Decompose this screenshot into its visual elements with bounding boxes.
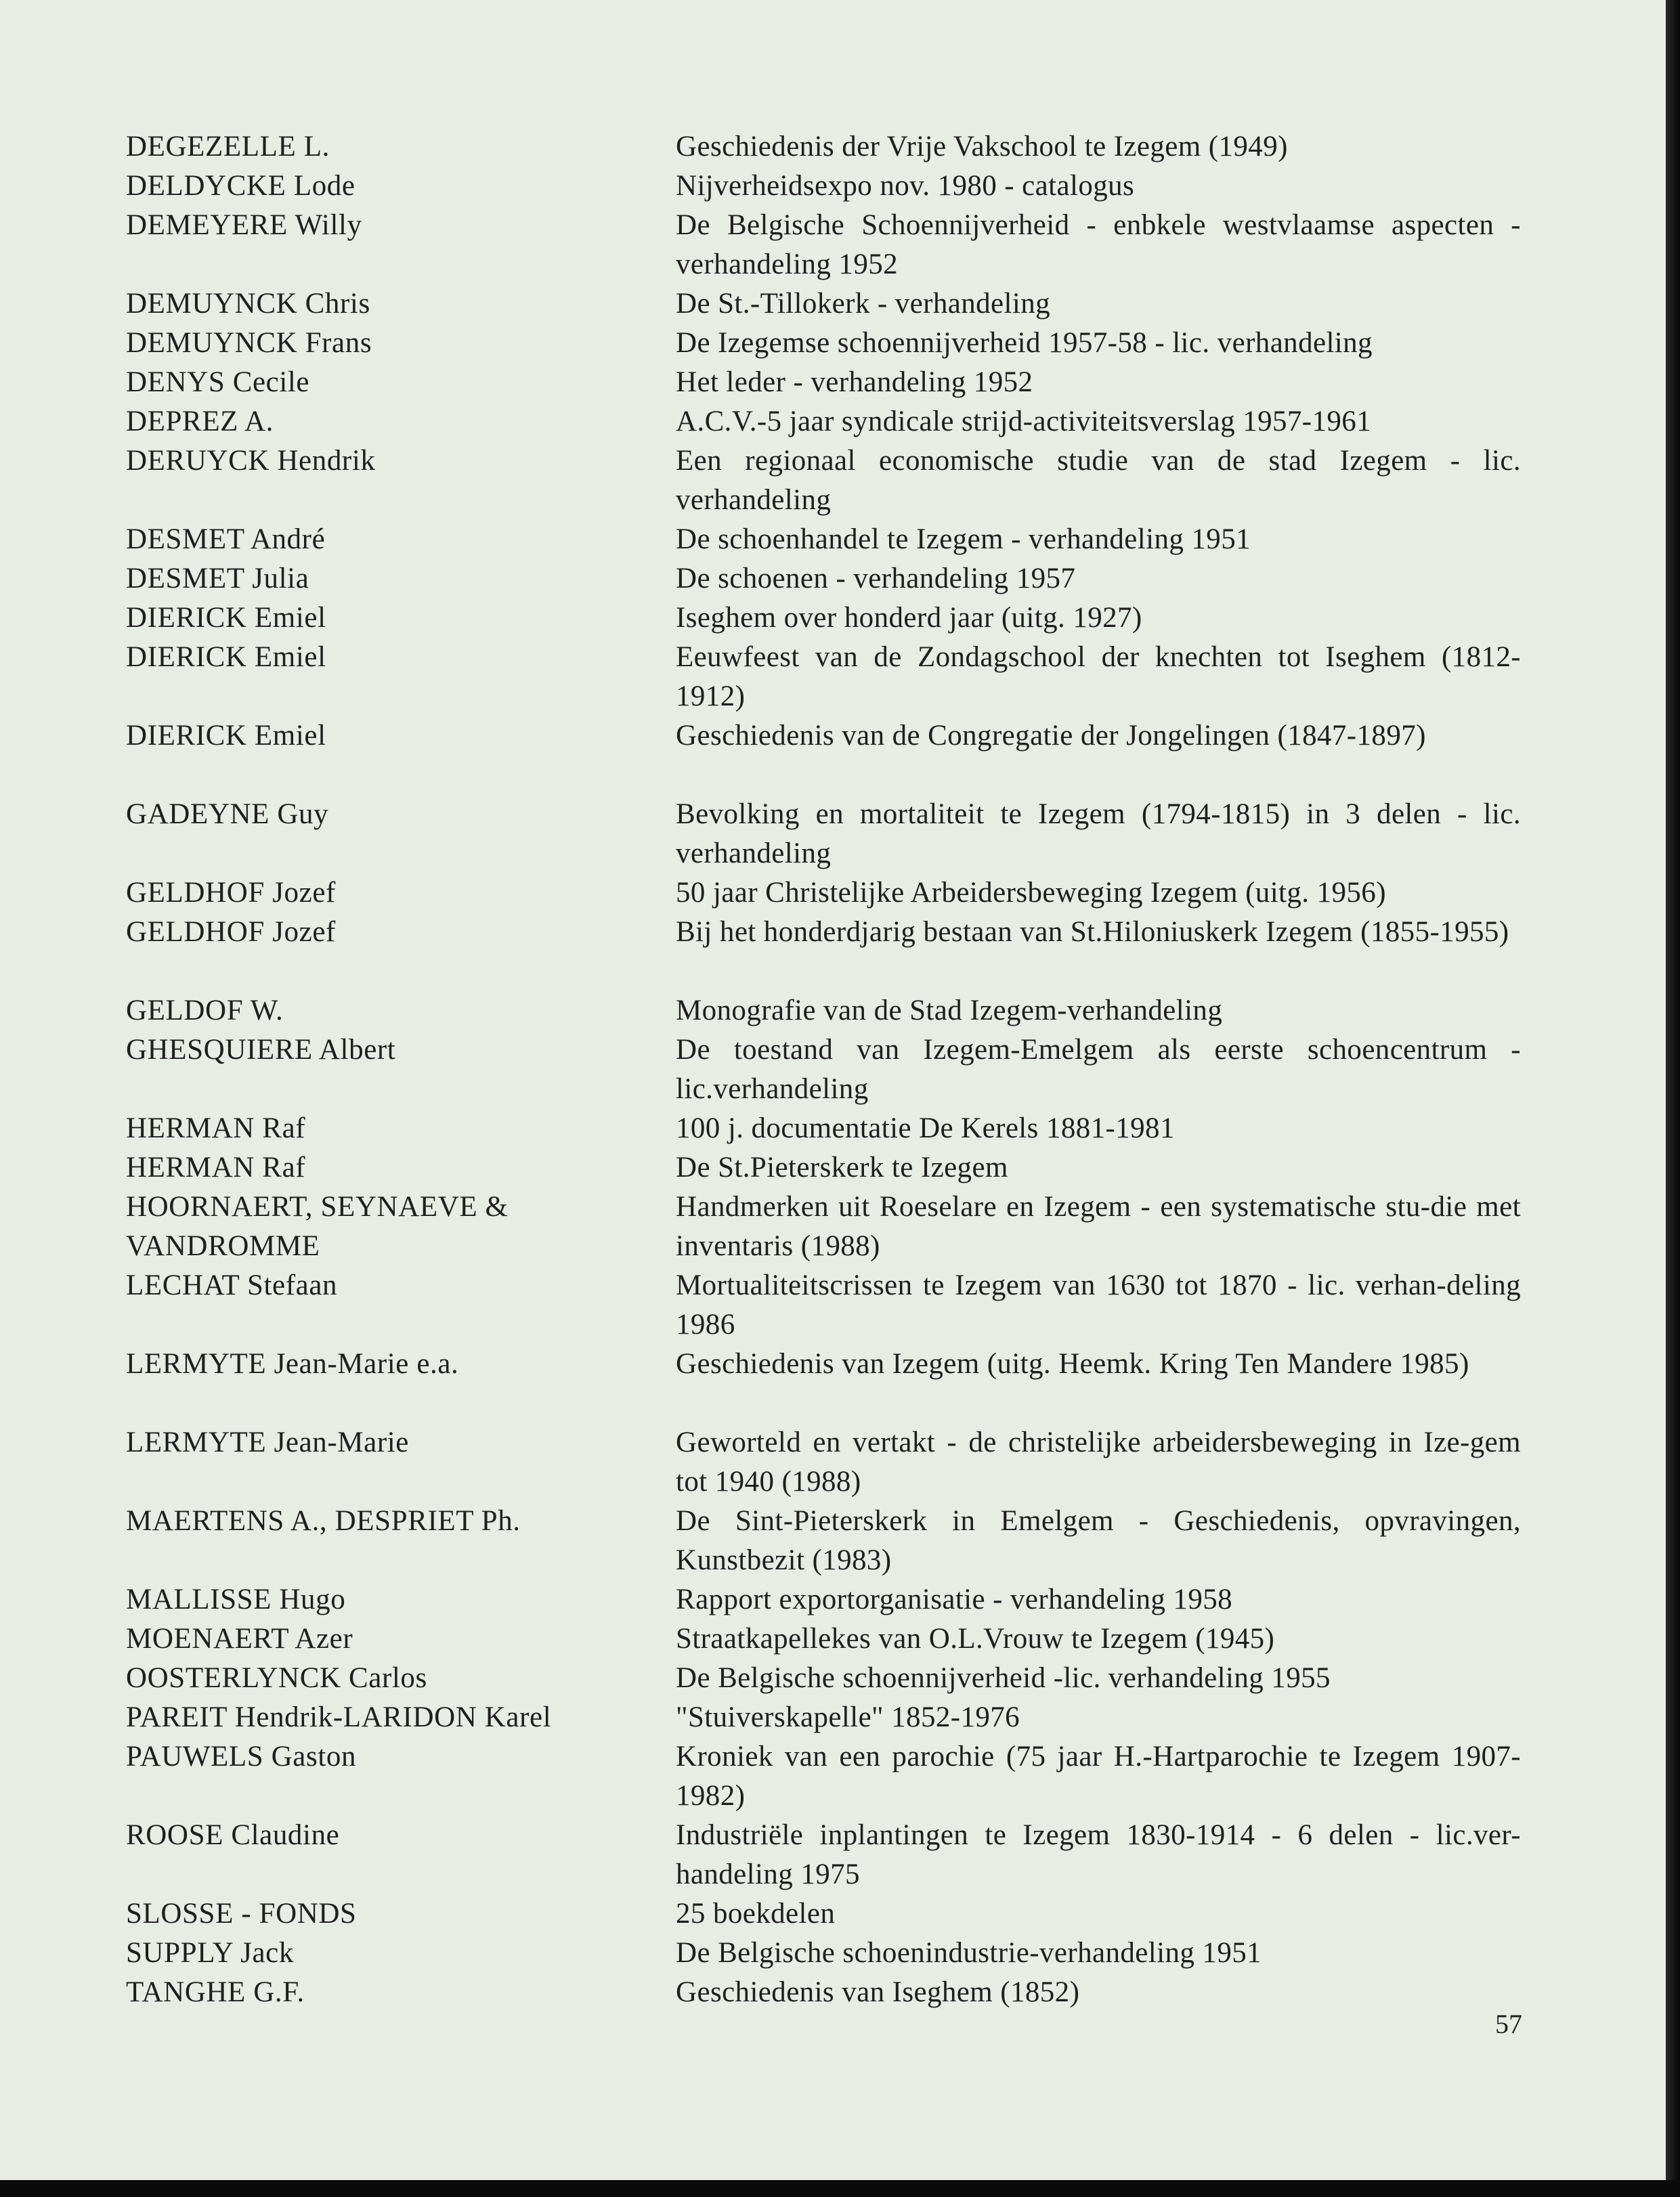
entry-title: Geschiedenis van de Congregatie der Jongelingen (1847-1897): [676, 720, 1426, 752]
entry-author: PAREIT Hendrik-LARIDON Karel: [126, 1701, 552, 1733]
entry-title: De St.Pieterskerk te Izegem: [676, 1152, 1008, 1183]
entry-author: HERMAN Raf: [126, 1152, 306, 1183]
entry-title: Het leder - verhandeling 1952: [676, 366, 1033, 398]
entry-author: DERUYCK Hendrik: [126, 445, 376, 477]
entry-title: De St.-Tillokerk - verhandeling: [676, 288, 1051, 320]
entry-author: DENYS Cecile: [126, 366, 310, 398]
entry-author: GHESQUIERE Albert: [126, 1034, 396, 1066]
entry-title: 25 boekdelen: [676, 1898, 836, 1930]
entry-author: DEPREZ A.: [126, 406, 274, 437]
entry-author: MOENAERT Azer: [126, 1623, 353, 1655]
entry-title: Een regionaal economische studie van de stad Izegem - lic. verhandeling: [676, 445, 1521, 516]
entry-author: LERMYTE Jean-Marie e.a.: [126, 1348, 459, 1380]
entry-author: DESMET André: [126, 523, 326, 555]
entry-title: Kroniek van een parochie (75 jaar H.-Hartparochie te Izegem 1907-1982): [676, 1741, 1521, 1812]
entry-title: 50 jaar Christelijke Arbeidersbeweging Izegem (uitg. 1956): [676, 877, 1386, 909]
entry-title: Bevolking en mortaliteit te Izegem (1794-1815) in 3 delen - lic. verhandeling: [676, 798, 1521, 869]
entry-author: DEGEZELLE L.: [126, 131, 330, 162]
entry-author: DEMUYNCK Frans: [126, 327, 372, 359]
entry-title: Nijverheidsexpo nov. 1980 - catalogus: [676, 170, 1135, 202]
entry-author: ROOSE Claudine: [126, 1819, 340, 1851]
entry-author: DEMEYERE Willy: [126, 209, 362, 241]
entry-title: De Belgische schoennijverheid -lic. verhandeling 1955: [676, 1662, 1331, 1694]
entry-author: DIERICK Emiel: [126, 720, 326, 752]
entry-author: LERMYTE Jean-Marie: [126, 1427, 409, 1458]
entry-author: GELDHOF Jozef: [126, 877, 336, 909]
entry-author: GELDHOF Jozef: [126, 916, 336, 948]
entry-author: GELDOF W.: [126, 995, 284, 1026]
entry-author: DELDYCKE Lode: [126, 170, 356, 202]
entry-author: OOSTERLYNCK Carlos: [126, 1662, 427, 1694]
entry-title: De Sint-Pieterskerk in Emelgem - Geschiedenis, opvravingen, Kunstbezit (1983): [676, 1505, 1521, 1576]
entry-title: Geschiedenis van Iseghem (1852): [676, 1976, 1080, 2008]
entry-author: SLOSSE - FONDS: [126, 1898, 357, 1930]
page-edge-shadow: [1666, 0, 1680, 2197]
entry-title: 100 j. documentatie De Kerels 1881-1981: [676, 1112, 1175, 1144]
entry-title: Rapport exportorganisatie - verhandeling 1958: [676, 1584, 1233, 1615]
entry-title: De Belgische schoenindustrie-verhandeling 1951: [676, 1937, 1262, 1969]
page-bottom-edge: [0, 2180, 1680, 2197]
entry-author: LECHAT Stefaan: [126, 1269, 338, 1301]
entry-title: Monografie van de Stad Izegem-verhandeling: [676, 995, 1223, 1026]
entry-author: MAERTENS A., DESPRIET Ph.: [126, 1505, 521, 1537]
entry-title: De toestand van Izegem-Emelgem als eerste schoencentrum - lic.verhandeling: [676, 1034, 1521, 1105]
entry-title: De schoenen - verhandeling 1957: [676, 563, 1076, 594]
entry-author: DESMET Julia: [126, 563, 309, 594]
page-number: 57: [1495, 2009, 1522, 2039]
entry-title: Bij het honderdjarig bestaan van St.Hiloniuskerk Izegem (1855-1955): [676, 916, 1509, 948]
entry-author: DIERICK Emiel: [126, 602, 326, 634]
entry-title: De Belgische Schoennijverheid - enbkele westvlaamse aspecten - verhandeling 1952: [676, 209, 1521, 280]
entry-title: Geworteld en vertakt - de christelijke arbeidersbeweging in Ize-gem tot 1940 (1988): [676, 1427, 1521, 1498]
entry-title: Mortualiteitscrissen te Izegem van 1630 tot 1870 - lic. verhan-deling 1986: [676, 1269, 1521, 1341]
entry-author: PAUWELS Gaston: [126, 1741, 357, 1772]
entry-author: DEMUYNCK Chris: [126, 288, 370, 320]
entry-author: TANGHE G.F.: [126, 1976, 305, 2008]
entry-author: MALLISSE Hugo: [126, 1584, 346, 1615]
entry-author: HERMAN Raf: [126, 1112, 306, 1144]
entry-title: De Izegemse schoennijverheid 1957-58 - lic. verhandeling: [676, 327, 1373, 359]
entry-title: "Stuiverskapelle" 1852-1976: [676, 1701, 1020, 1733]
entry-author: SUPPLY Jack: [126, 1937, 294, 1969]
entry-title: Geschiedenis van Izegem (uitg. Heemk. Kring Ten Mandere 1985): [676, 1348, 1469, 1380]
entry-title: Iseghem over honderd jaar (uitg. 1927): [676, 602, 1142, 634]
entry-title: Geschiedenis der Vrije Vakschool te Izegem (1949): [676, 131, 1288, 162]
entry-title: Handmerken uit Roeselare en Izegem - een systematische stu-die met inventaris (1988): [676, 1191, 1521, 1262]
entry-author: DIERICK Emiel: [126, 641, 326, 673]
entry-author: HOORNAERT, SEYNAEVE & VANDROMME: [126, 1191, 509, 1262]
entry-author: GADEYNE Guy: [126, 798, 329, 830]
entry-title: Eeuwfeest van de Zondagschool der knechten tot Iseghem (1812-1912): [676, 641, 1521, 712]
entry-title: A.C.V.-5 jaar syndicale strijd-activiteitsverslag 1957-1961: [676, 406, 1372, 437]
entry-title: De schoenhandel te Izegem - verhandeling 1951: [676, 523, 1251, 555]
entry-title: Straatkapellekes van O.L.Vrouw te Izegem (1945): [676, 1623, 1275, 1655]
entry-title: Industriële inplantingen te Izegem 1830-1914 - 6 delen - lic.ver-handeling 1975: [676, 1819, 1521, 1890]
